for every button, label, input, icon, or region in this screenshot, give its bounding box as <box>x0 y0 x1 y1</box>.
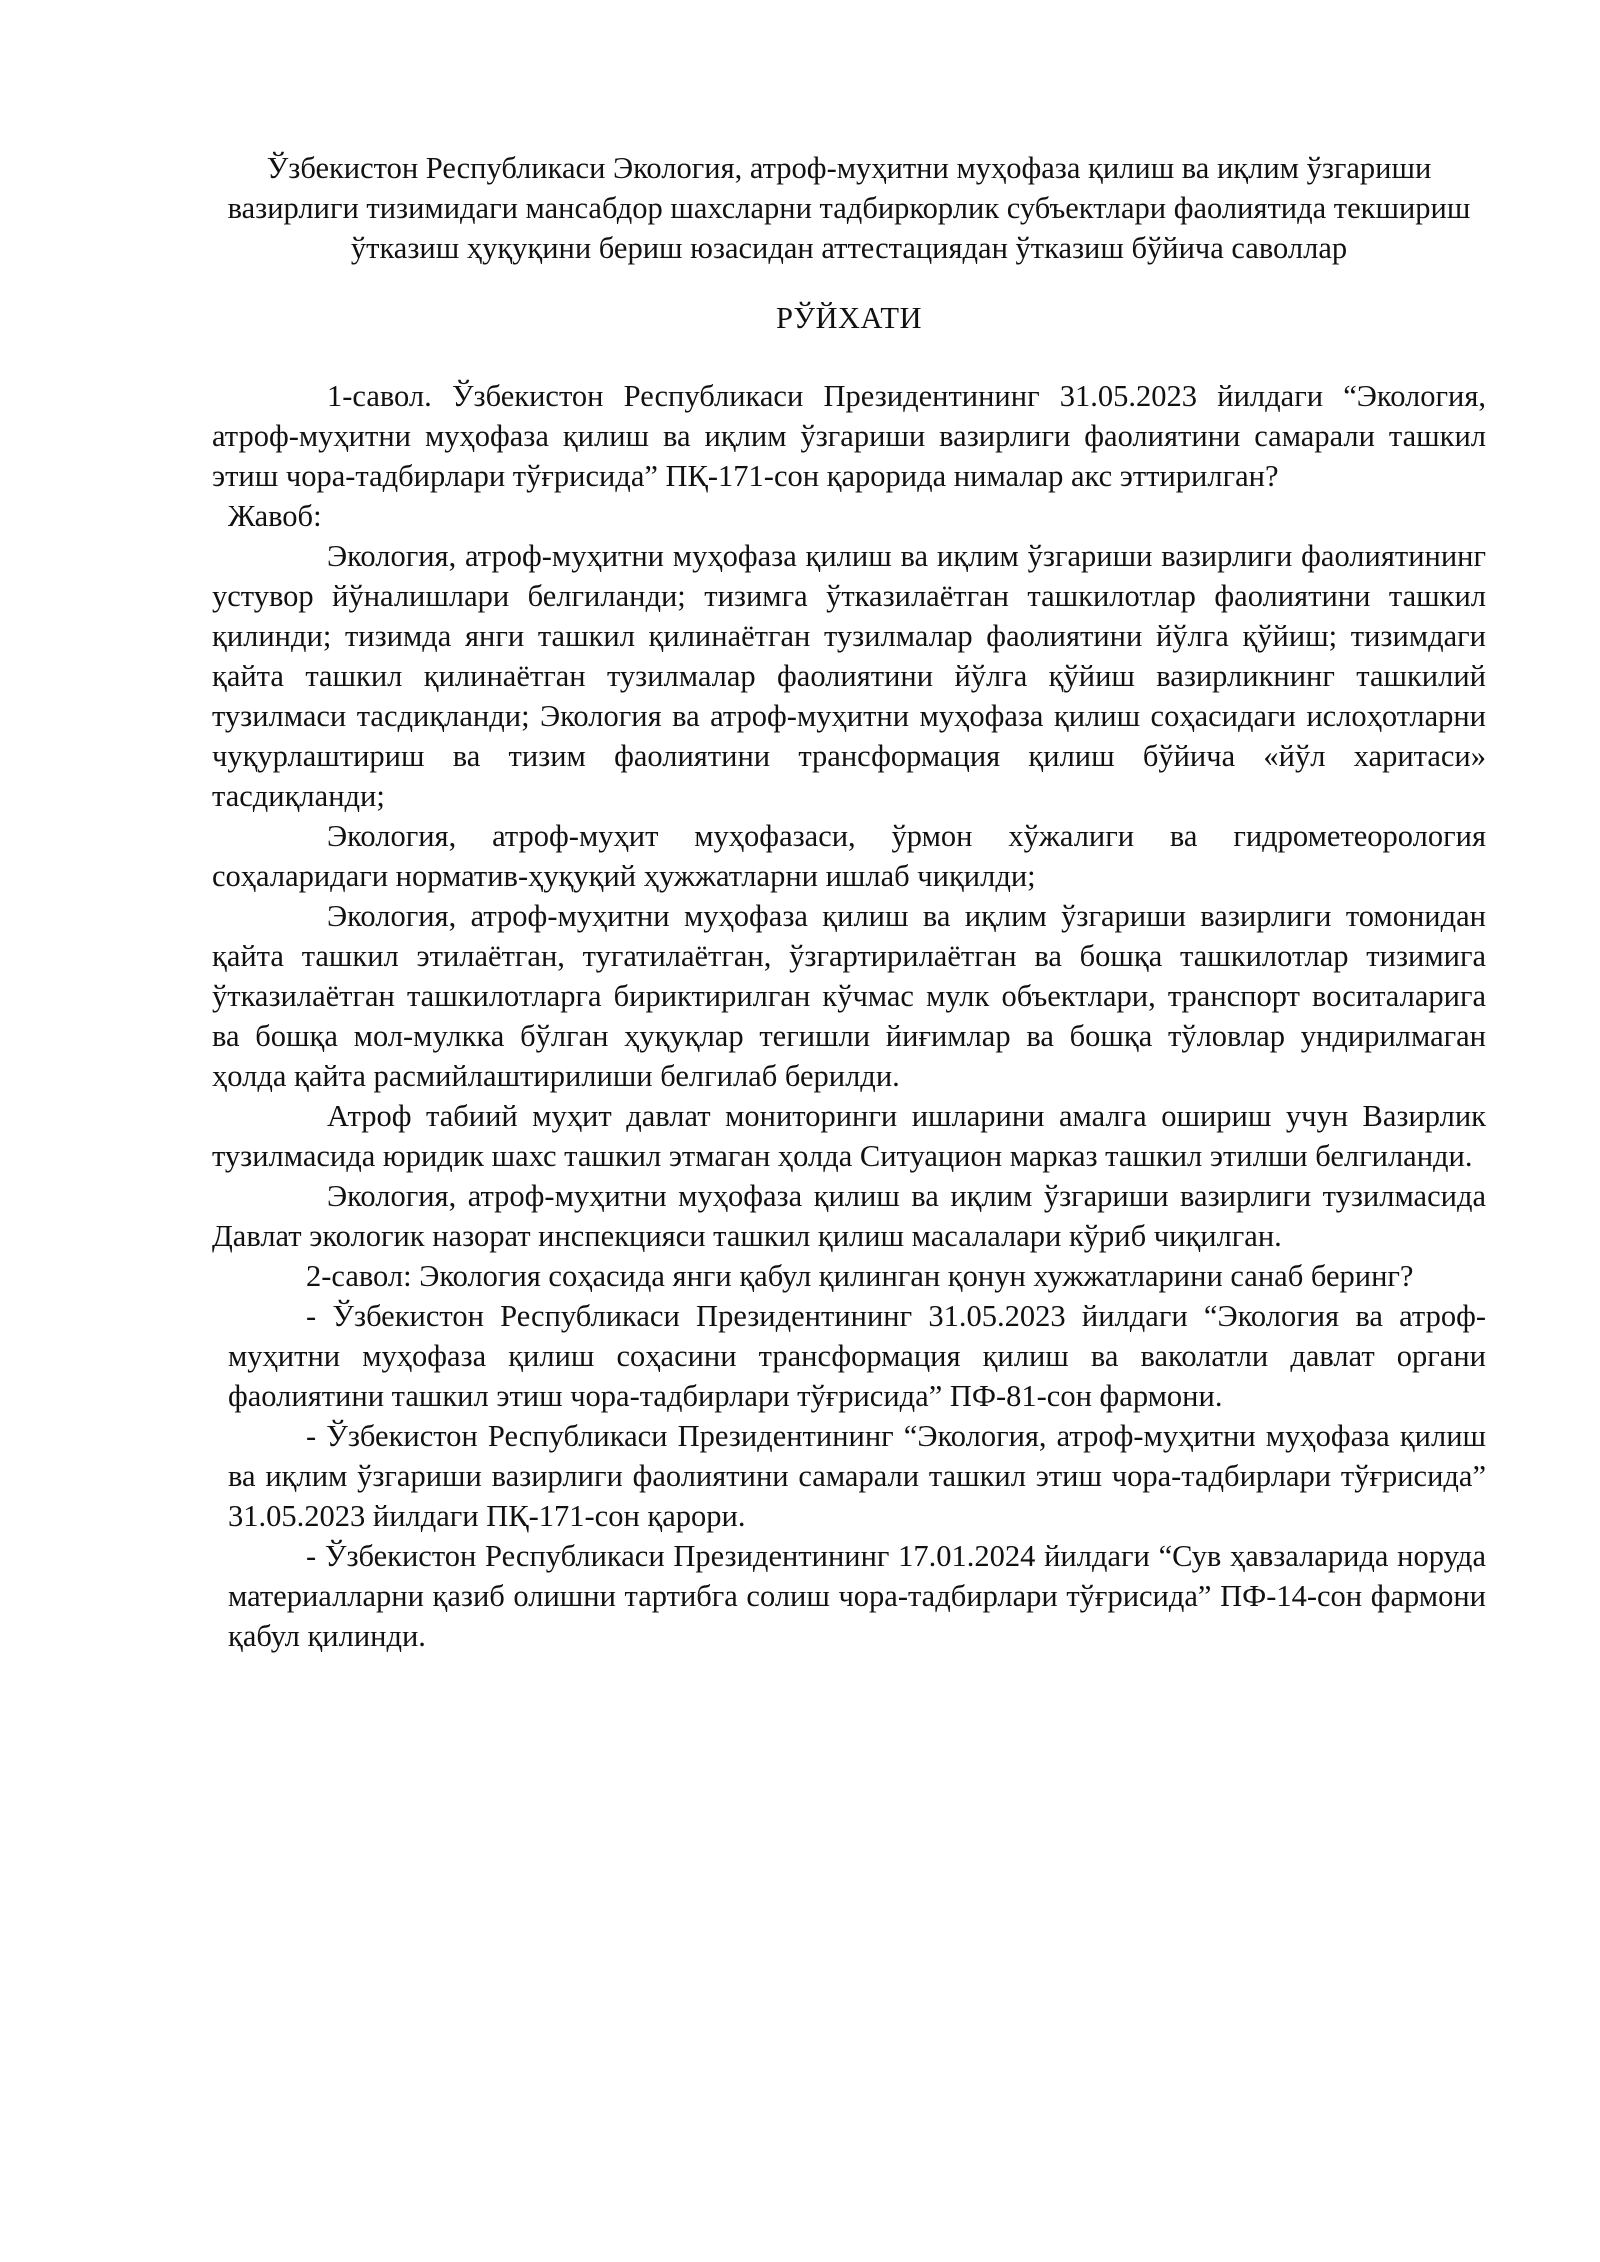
document-page <box>212 148 1486 1656</box>
list-item: - Ўзбекистон Республикаси Президентининг “Экология, атроф-муҳитни муҳофаза қилиш ва иқлим ўзгариши вазирлиги фаолиятини самарали ташкил этиш чора-тадбирлари тўғрисида” 31.05.2023 йилдаги ПҚ-171-сон қарори. <box>228 1419 1486 1533</box>
document-title: Ўзбекистон Республикаси Экология, атроф-муҳитни муҳофаза қилиш ва иқлим ўзгариши вазирлиги тизимидаги мансабдор шахсларни тадбиркорлик субъектлари фаолиятида текшириш ўтказиш ҳуқуқини бериш юзасидан аттестациядан ўтказиш бўйича саволлар <box>227 151 1471 265</box>
answer-paragraph: Экология, атроф-муҳитни муҳофаза қилиш ва иқлим ўзгариши вазирлиги тузилмасида Давлат экологик назорат инспекцияси ташкил қилиш масалалари кўриб чиқилган. <box>212 1179 1486 1253</box>
answer-paragraph: Экология, атроф-муҳит муҳофазаси, ўрмон хўжалиги ва гидрометеорология соҳаларидаги норматив-ҳуқуқий ҳужжатларни ишлаб чиқилди; <box>212 819 1486 893</box>
list-item: - Ўзбекистон Республикаси Президентининг 31.05.2023 йилдаги “Экология ва атроф-муҳитни муҳофаза қилиш соҳасини трансформация қилиш ва ваколатли давлат органи фаолиятини ташкил этиш чора-тадбирлари тўғрисида” ПФ-81-сон фармони. <box>228 1299 1486 1413</box>
answer-paragraph: Экология, атроф-муҳитни муҳофаза қилиш ва иқлим ўзгариши вазирлиги томонидан қайта ташкил этилаётган, тугатилаётган, ўзгартирилаётган ва бошқа ташкилотлар тизимига ўтказилаётган ташкилотларга бириктирилган кўчмас мулк объектлари, транспорт воситаларига ва бошқа мол-мулкка бўлган ҳуқуқлар тегишли йиғимлар ва бошқа тўловлар ундирилмаган ҳолда қайта расмийлаштирилиши белгилаб берилди. <box>212 899 1486 1093</box>
question-2: 2-савол: Экология соҳасида янги қабул қилинган қонун хужжатларини санаб беринг? <box>306 1259 1414 1293</box>
list-item: - Ўзбекистон Республикаси Президентининг 17.01.2024 йилдаги “Сув ҳавзаларида норуда материалларни қазиб олишни тартибга солиш чора-тадбирлари тўғрисида” ПФ-14-сон фармони қабул қилинди. <box>228 1539 1486 1653</box>
answer-label: Жавоб: <box>228 499 322 533</box>
answer-paragraph: Атроф табиий муҳит давлат мониторинги ишларини амалга ошириш учун Вазирлик тузилмасида юридик шахс ташкил этмаган ҳолда Ситуацион марказ ташкил этилши белгиланди. <box>212 1099 1486 1173</box>
question-1: 1-савол. Ўзбекистон Республикаси Президентининг 31.05.2023 йилдаги “Экология, атроф-муҳитни муҳофаза қилиш ва иқлим ўзгариши вазирлиги фаолиятини самарали ташкил этиш чора-тадбирлари тўғрисида” ПҚ-171-сон қарорида нималар акс эттирилган? <box>212 379 1486 493</box>
list-heading: РЎЙХАТИ <box>775 301 923 335</box>
answer-paragraph: Экология, атроф-муҳитни муҳофаза қилиш ва иқлим ўзгариши вазирлиги фаолиятининг устувор йўналишлари белгиланди; тизимга ўтказилаётган ташкилотлар фаолиятини ташкил қилинди; тизимда янги ташкил қилинаётган тузилмалар фаолиятини йўлга қўйиш; тизимдаги қайта ташкил қилинаётган тузилмалар фаолиятини йўлга қўйиш вазирликнинг ташкилий тузилмаси тасдиқланди; Экология ва атроф-муҳитни муҳофаза қилиш соҳасидаги ислоҳотларни чуқурлаштириш ва тизим фаолиятини трансформация қилиш бўйича «йўл харитаси» тасдиқланди; <box>212 539 1486 813</box>
